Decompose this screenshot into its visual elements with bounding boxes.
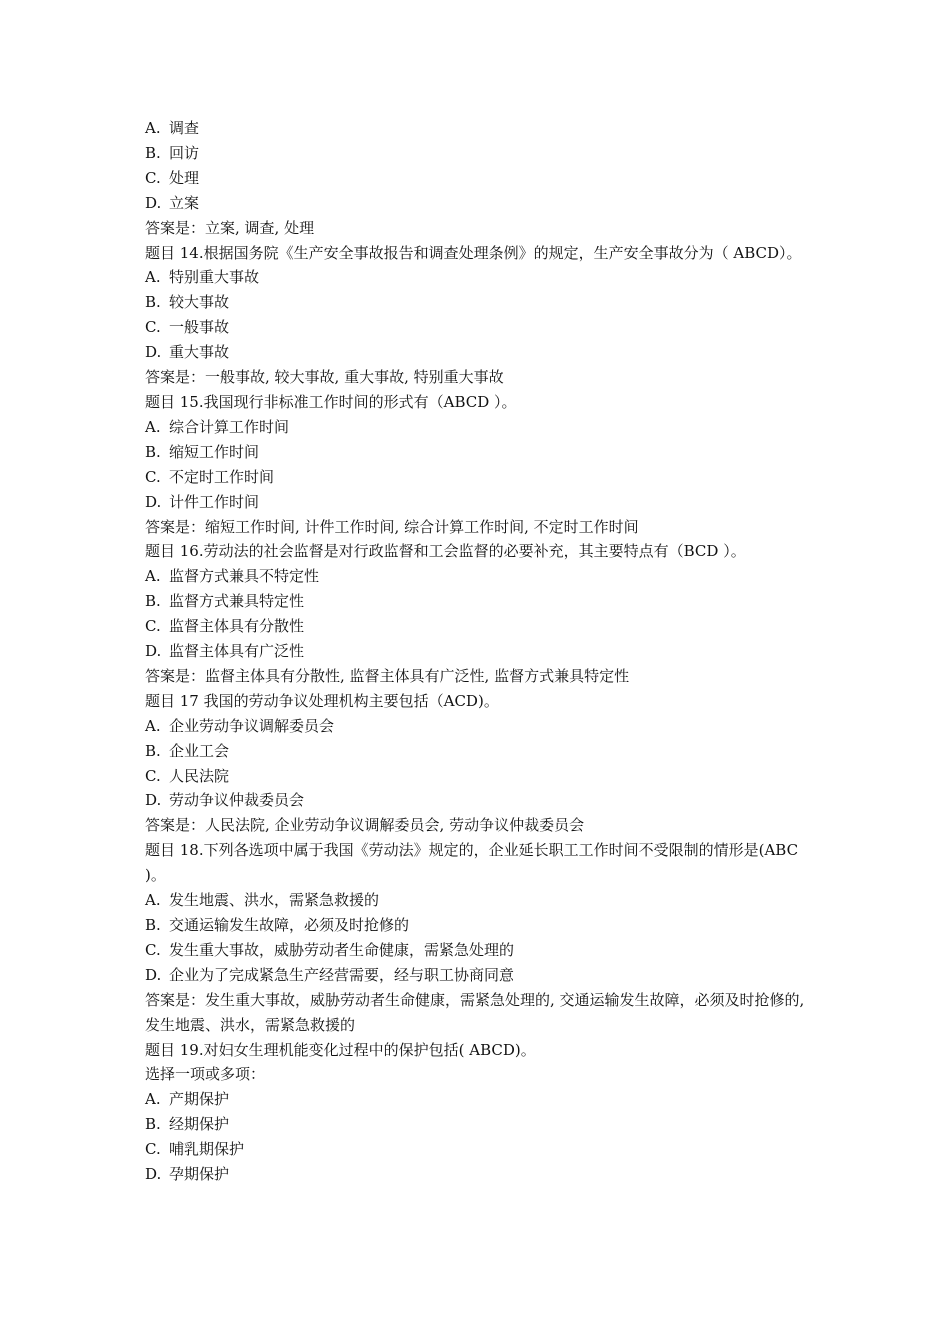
answer-option (145, 913, 815, 938)
option-letter: B. (145, 442, 161, 461)
option-letter: A. (145, 567, 161, 586)
option-text: 处理 (169, 168, 200, 187)
answer-option (145, 265, 815, 290)
option-letter: D. (145, 1165, 162, 1184)
answer-option (145, 639, 815, 664)
answer-option (145, 340, 815, 365)
answer-option (145, 614, 815, 639)
answer-text: 答案是：一般事故, 较大事故, 重大事故, 特别重大事故 (145, 368, 504, 387)
option-letter: B. (145, 293, 161, 312)
question-text: 题目 17 我国的劳动争议处理机构主要包括（ACD)。 (145, 691, 499, 710)
option-text: 产期保护 (169, 1090, 230, 1109)
option-letter: B. (145, 592, 161, 611)
answer-option (145, 141, 815, 166)
answer-option (145, 1162, 815, 1187)
answer-option (145, 490, 815, 515)
option-text: 监督方式兼具特定性 (169, 592, 305, 611)
question-text: 题目 14.根据国务院《生产安全事故报告和调查处理条例》的规定，生产安全事故分为（ ABCD）。 (145, 243, 802, 262)
option-letter: A. (145, 891, 161, 910)
answer-option (145, 764, 815, 789)
option-letter: C. (145, 940, 161, 959)
option-letter: D. (145, 965, 162, 984)
option-text: 劳动争议仲裁委员会 (169, 791, 305, 810)
question-text: 题目 15.我国现行非标准工作时间的形式有（ABCD ）。 (145, 392, 517, 411)
option-text: 哺乳期保护 (169, 1140, 245, 1159)
answer-option (145, 465, 815, 490)
question-text: 题目 16.劳动法的社会监督是对行政监督和工会监督的必要补充，其主要特点有（BCD ）。 (145, 542, 746, 561)
option-text: 孕期保护 (169, 1165, 230, 1184)
answer-option (145, 166, 815, 191)
option-text: 发生重大事故，威胁劳动者生命健康，需紧急处理的 (169, 940, 515, 959)
option-letter: C. (145, 318, 161, 337)
option-text: 计件工作时间 (169, 492, 260, 511)
option-letter: C. (145, 617, 161, 636)
answer-option (145, 315, 815, 340)
option-text: 重大事故 (169, 343, 230, 362)
answer-option (145, 290, 815, 315)
option-text: 经期保护 (169, 1115, 230, 1134)
option-letter: A. (145, 119, 161, 137)
answer-option (145, 440, 815, 465)
answer-text: 答案是：人民法院, 企业劳动争议调解委员会, 劳动争议仲裁委员会 (145, 816, 585, 835)
answer-text: 答案是：发生重大事故，威胁劳动者生命健康，需紧急处理的, 交通运输发生故障，必须及时抢修的, 发生地震、洪水，需紧急救援的 (145, 990, 810, 1034)
instruction-text: 选择一项或多项： (145, 1065, 266, 1084)
option-letter: A. (145, 716, 161, 735)
option-letter: D. (145, 193, 162, 212)
question-text: 题目 19.对妇女生理机能变化过程中的保护包括( ABCD)。 (145, 1040, 536, 1059)
option-letter: A. (145, 268, 161, 287)
answer-option (145, 963, 815, 988)
answer-option (145, 116, 815, 141)
option-text: 监督主体具有广泛性 (169, 642, 305, 661)
answer-option (145, 1112, 815, 1137)
option-letter: C. (145, 168, 161, 187)
answer-text: 答案是：监督主体具有分散性, 监督主体具有广泛性, 监督方式兼具特定性 (145, 666, 630, 685)
answer-option (145, 938, 815, 963)
option-text: 缩短工作时间 (169, 442, 260, 461)
option-letter: D. (145, 492, 162, 511)
quiz-content (145, 116, 815, 1187)
option-text: 发生地震、洪水，需紧急救援的 (169, 891, 380, 910)
option-text: 较大事故 (169, 293, 230, 312)
option-text: 企业为了完成紧急生产经营需要，经与职工协商同意 (169, 965, 515, 984)
answer-option (145, 1137, 815, 1162)
option-letter: B. (145, 741, 161, 760)
option-letter: D. (145, 642, 162, 661)
answer-option (145, 415, 815, 440)
option-letter: C. (145, 1140, 161, 1159)
option-letter: D. (145, 791, 162, 810)
option-text: 不定时工作时间 (169, 467, 275, 486)
option-text: 一般事故 (169, 318, 230, 337)
option-text: 特别重大事故 (169, 268, 260, 287)
answer-option (145, 714, 815, 739)
option-letter: A. (145, 1090, 161, 1109)
option-text: 人民法院 (169, 766, 230, 785)
answer-text: 答案是：立案, 调查, 处理 (145, 218, 315, 237)
answer-option (145, 739, 815, 764)
option-text: 调查 (169, 119, 200, 137)
answer-option (145, 191, 815, 216)
option-text: 企业劳动争议调解委员会 (169, 716, 335, 735)
answer-option (145, 788, 815, 813)
answer-text: 答案是：缩短工作时间, 计件工作时间, 综合计算工作时间, 不定时工作时间 (145, 517, 639, 536)
option-text: 企业工会 (169, 741, 230, 760)
answer-option (145, 589, 815, 614)
option-letter: C. (145, 467, 161, 486)
option-text: 回访 (169, 143, 200, 162)
option-text: 立案 (169, 193, 200, 212)
option-letter: B. (145, 1115, 161, 1134)
answer-option (145, 888, 815, 913)
option-letter: B. (145, 916, 161, 934)
option-letter: B. (145, 143, 161, 162)
option-text: 交通运输发生故障，必须及时抢修的 (169, 916, 410, 934)
answer-option (145, 1087, 815, 1112)
option-text: 监督方式兼具不特定性 (169, 567, 320, 586)
option-text: 监督主体具有分散性 (169, 617, 305, 636)
option-letter: A. (145, 417, 161, 436)
option-letter: D. (145, 343, 162, 362)
answer-option (145, 564, 815, 589)
question-text: 题目 18.下列各选项中属于我国《劳动法》规定的，企业延长职工工作时间不受限制的情形是(ABC )。 (145, 841, 803, 885)
option-text: 综合计算工作时间 (169, 417, 290, 436)
option-letter: C. (145, 766, 161, 785)
